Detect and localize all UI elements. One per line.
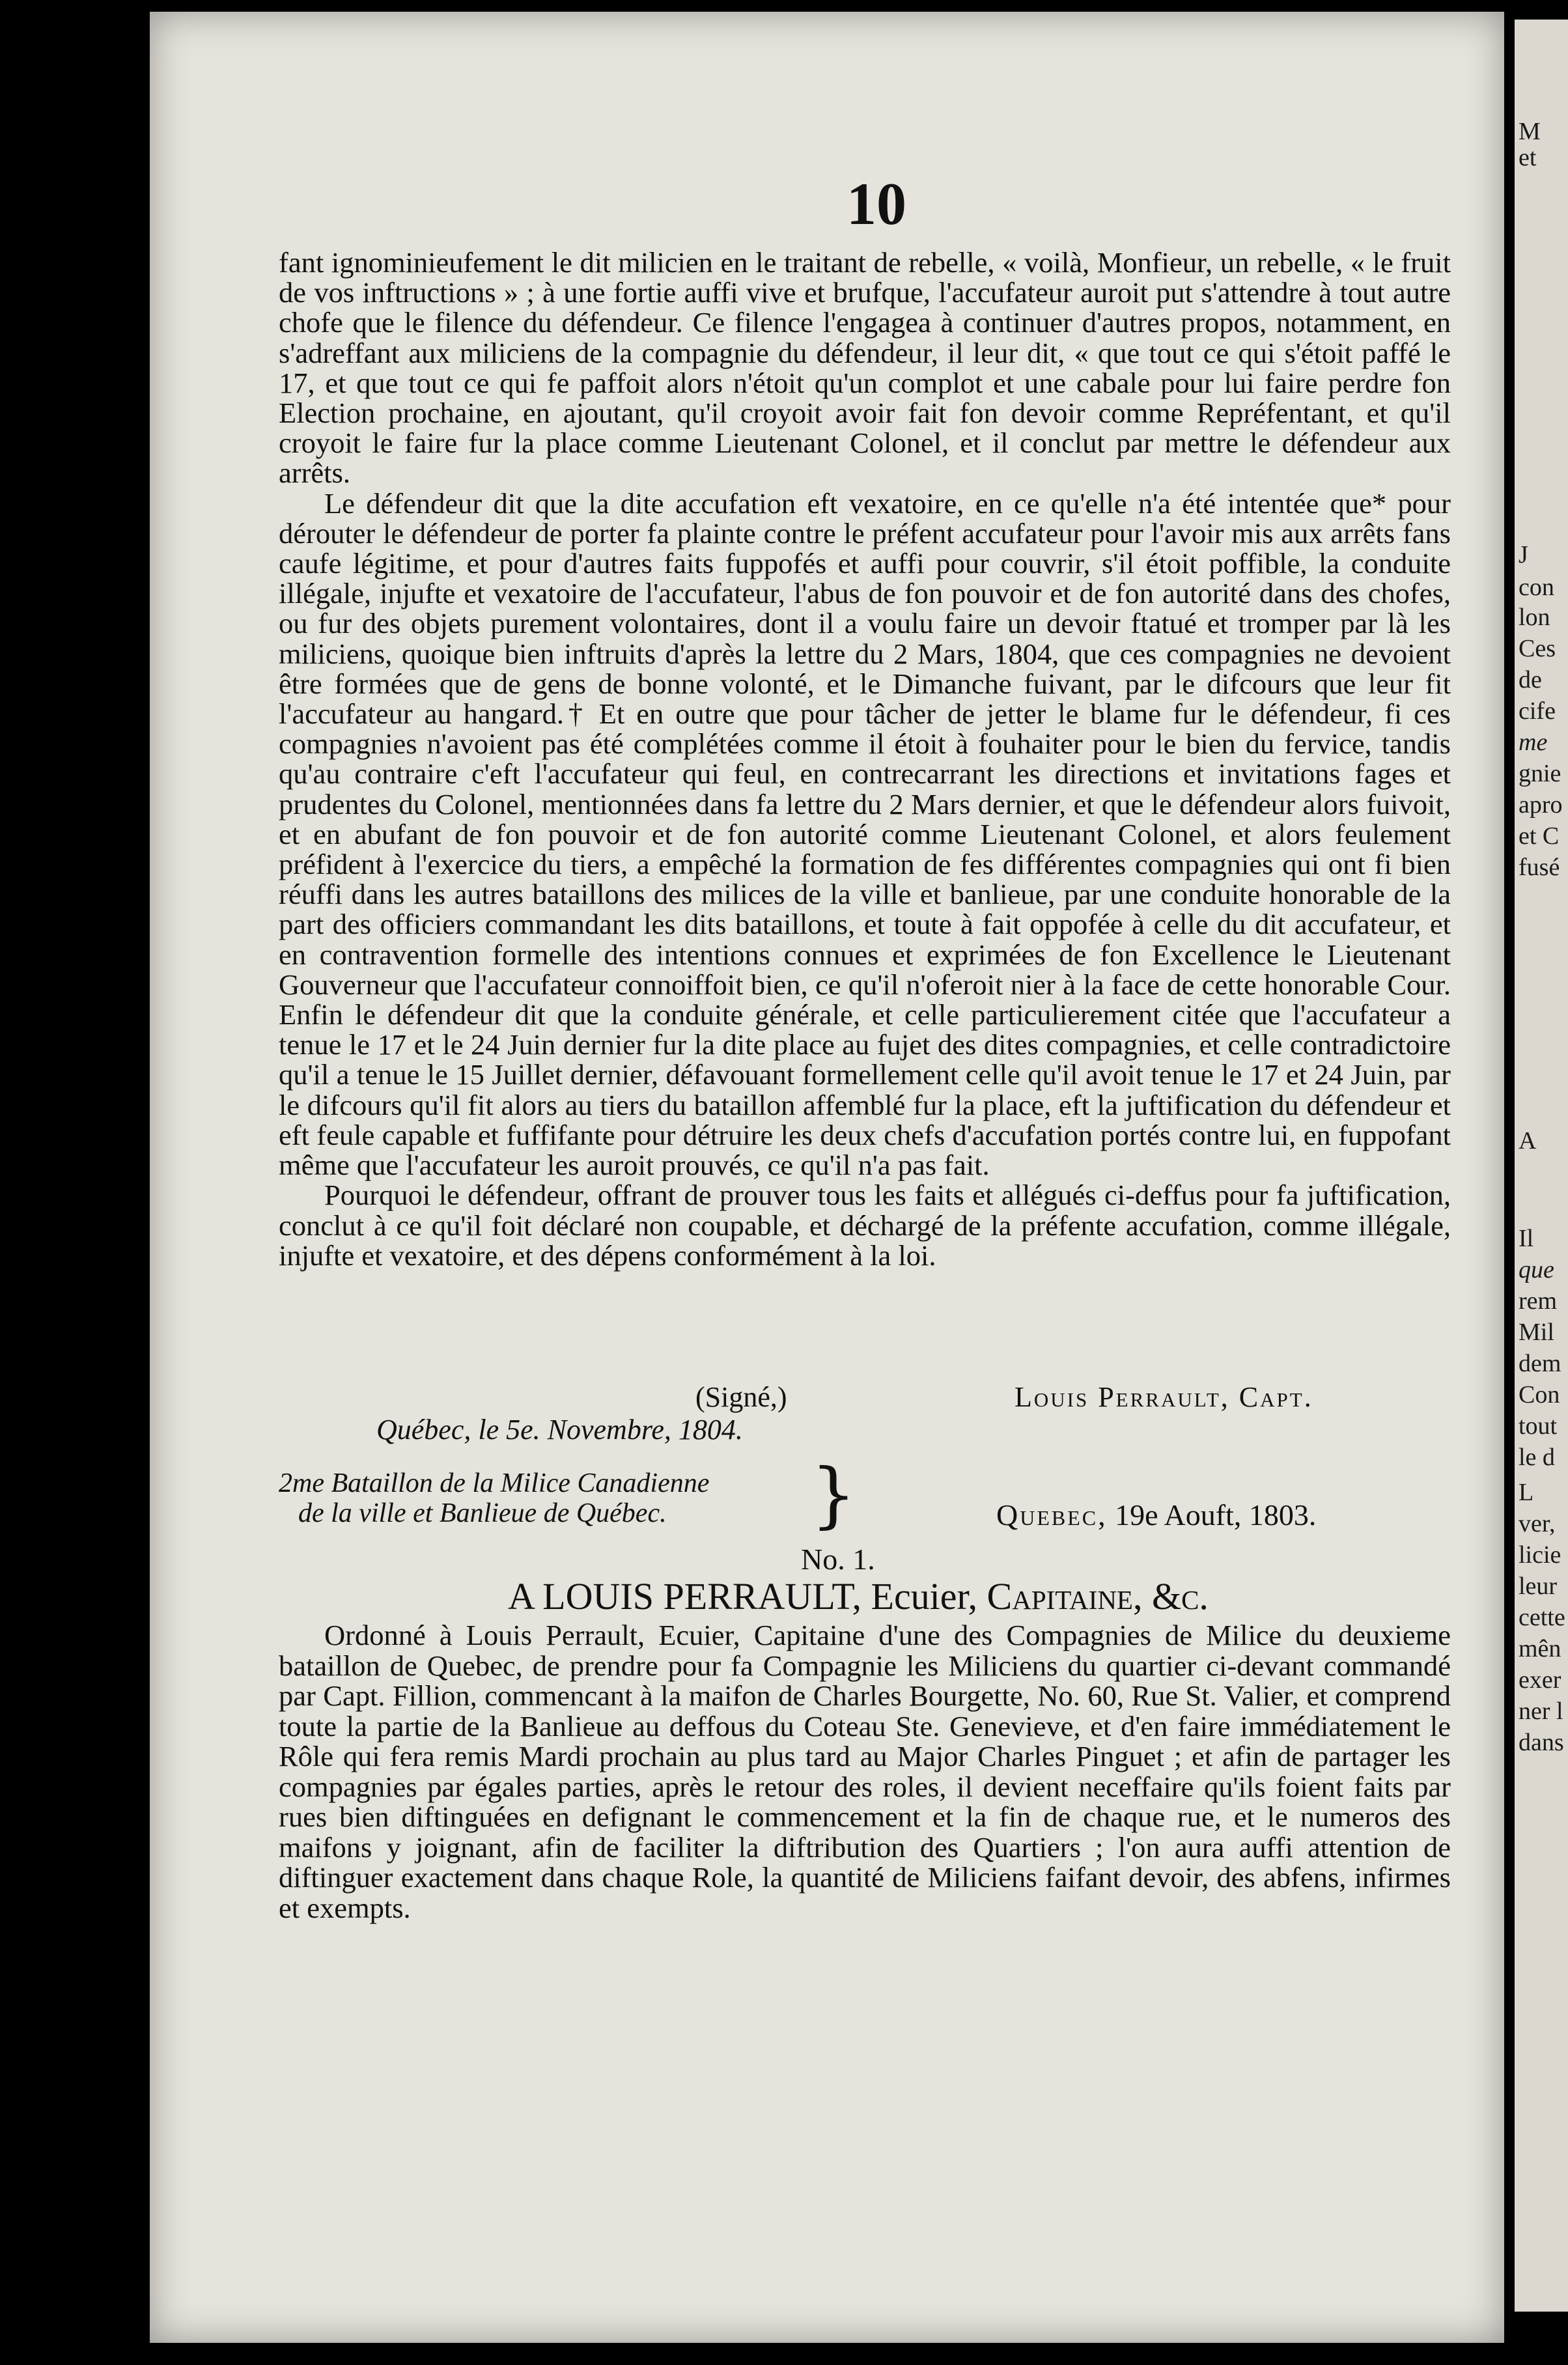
fragment: leur: [1519, 1573, 1558, 1600]
letter-heading: [508, 1574, 1209, 1618]
fragment: Mil: [1519, 1319, 1554, 1346]
fragment: rem: [1519, 1287, 1558, 1315]
fragment: dem: [1519, 1350, 1561, 1377]
fragment: licie: [1519, 1541, 1561, 1569]
signed-label: (Signé,): [695, 1381, 787, 1413]
letter-date: 19e Aouft, 1803.: [1115, 1498, 1317, 1532]
fragment: con: [1519, 574, 1554, 601]
fragment: J: [1519, 541, 1528, 568]
letter-place: Quebec,: [996, 1498, 1108, 1532]
paragraph-continuation: fant ignominieufement le dit milicien en le traitant de rebelle, « voilà, Monfieur, un rebelle, « le fruit de vos inftructions » ; à une fortie auffi vive et brufque, l'accufateur auroit put s'attendre à tout autre chofe que le filence du défendeur. Ce filence l'engagea à continuer d'autres propos, notamment, en s'adreffant aux miliciens de la compagnie du défendeur, il leur dit, « que tout ce qui s'étoit paffé le 17, et que tout ce qui fe paffoit alors n'étoit qu'un complot et une cabale pour lui faire perdre fon Election prochaine, en ajoutant, qu'il croyoit avoir fait fon devoir comme Repréfentant, et qu'il croyoit le faire fur la place comme Lieutenant Colonel, et il conclut par mettre le défendeur aux arrêts.: [279, 246, 1451, 490]
fragment: mên: [1519, 1635, 1561, 1662]
fragment: ver,: [1519, 1510, 1556, 1537]
fragment: A: [1519, 1127, 1537, 1155]
adjacent-page-edge: [1515, 20, 1568, 2312]
fragment: le d: [1519, 1444, 1555, 1471]
fragment: Il: [1519, 1225, 1534, 1252]
letter-dateline: [996, 1498, 1316, 1532]
signatory-name: Louis Perrault, Capt.: [1015, 1381, 1313, 1413]
paragraph-accusation: Le défendeur dit que la dite accufation eft vexatoire, en ce qu'elle n'a été intentée que* pour dérouter le défendeur de porter fa plainte contre le préfent accufateur pour l'avoir mis aux arrêts fans caufe légitime, et pour d'autres faits fuppofés et auffi pour couvrir, s'il étoit poffible, la conduite illégale, injufte et vexatoire de l'accufateur, l'abus de fon pouvoir et de fon autorité dans des chofes, ou fur des objets purement volontaires, dont il a voulu faire un devoir ftatué et tromper par là les miliciens, quoique bien inftruits d'après la lettre du 2 Mars, 1804, que ces compagnies ne devoient être formées que de gens de bonne volonté, et le Dimanche fuivant, par le difcours que leur fit l'accufateur au hangard.† Et en outre que pour tâcher de jetter le blame fur le défendeur, fi ces compagnies n'avoient pas été complétées comme il étoit à fouhaiter pour le bien du fervice, tandis qu'au contraire c'eft l'accufateur qui feul, en contrecarrant les directions et invitations fages et prudentes du Colonel, mentionnées dans fa lettre du 2 Mars dernier, et que le défendeur alors fuivoit, et en abufant de fon pouvoir et de fon autorité comme Lieutenant Colonel, et alors feulement préfident à l'exercice du tiers, a empêché la formation de fes différentes compagnies qui ont fi bien réuffi dans les autres bataillons des milices de la ville et banlieue, par une conduite honorable de la part des officiers commandant les dits bataillons, et toute à fait oppofée à celle du dit accufateur, et en contravention formelle des intentions connues et exprimées de fon Excellence le Lieutenant Gouverneur que l'accufateur connoiffoit bien, ce qu'il n'oferoit nier à la face de cette honorable Cour. Enfin le défendeur dit que la conduite générale, et celle particulierement citée que l'accufateur a tenue le 17 et le 24 Juin dernier fur la dite place au fujet des dites compagnies, et celle contradictoire qu'il a tenue le 15 Juillet dernier, défavouant formellement celle qu'il avoit tenue le 17 et 24 Juin, par le difcours qu'il fit alors au tiers du bataillon affemblé fur la place, eft la juftification du défendeur et eft feule capable et fuffifante pour détruire les deux chefs d'accufation portés contre lui, en fuppofant même que l'accufateur les auroit prouvés, ce qu'il n'a pas fait.: [279, 486, 1451, 1182]
fragment: ner l: [1519, 1698, 1563, 1725]
fragment: et: [1519, 144, 1537, 171]
fragment: exer: [1519, 1666, 1561, 1694]
fragment: que: [1519, 1256, 1554, 1283]
fragment: cette: [1519, 1604, 1565, 1631]
letter-body: Ordonné à Louis Perrault, Ecuier, Capitaine d'une des Compagnies de Milice du deuxieme bataillon de Quebec, de prendre pour fa Compagnie les Miliciens du quartier ci-devant commandé par Capt. Fillion, commencant à la maifon de Charles Bourgette, No. 60, Rue St. Valier, et comprend toute la partie de la Banlieue au deffous du Coteau Ste. Genevieve, et d'en faire immédiatement le Rôle qui fera remis Mardi prochain au plus tard au Major Charles Pinguet ; et afin de partager les compagnies par égales parties, après le retour des roles, il devient neceffaire qu'ils foient faits par rues bien diftinguées en defignant le commencement et la fin de chaque rue, et le numeros des maifons y joignant, afin de faciliter la diftribution des Quartiers ; l'on aura auffi attention de diftinguer exactement dans chaque Role, la quantité de Miliciens faifant devoir, des abfens, infirmes et exempts.: [279, 1619, 1451, 1924]
fragment: de: [1519, 666, 1542, 693]
fragment: Ces: [1519, 635, 1556, 662]
letter-addressee: A LOUIS PERRAULT, Ecuier,: [508, 1575, 978, 1617]
brace-symbol: }: [811, 1453, 856, 1536]
fragment: dans: [1519, 1729, 1564, 1756]
defence-text: [279, 247, 1451, 1270]
fragment: gnie: [1519, 760, 1561, 787]
fragment: M: [1519, 118, 1541, 145]
signature-date: Québec, le 5e. Novembre, 1804.: [376, 1414, 743, 1446]
battalion-line: de la ville et Banlieue de Québec.: [298, 1498, 667, 1528]
battalion-header: [279, 1468, 709, 1528]
paragraph-conclusion: Pourquoi le défendeur, offrant de prouver tous les faits et allégués ci-deffus pour fa juftification, conclut à ce qu'il foit déclaré non coupable, et déchargé de la préfente accufation, comme illégale, injufte et vexatoire, et des dépens conformément à la loi.: [279, 1179, 1451, 1272]
fragment: apro: [1519, 791, 1563, 819]
page-number: 10: [847, 171, 906, 237]
battalion-line: 2me Bataillon de la Milice Canadienne: [279, 1468, 710, 1498]
fragment: cife: [1519, 697, 1556, 725]
fragment: Con: [1519, 1381, 1560, 1408]
fragment: lon: [1519, 604, 1550, 631]
fragment: et C: [1519, 822, 1560, 850]
fragment: fusé: [1519, 854, 1560, 881]
fragment: me: [1519, 729, 1548, 756]
fragment: L: [1519, 1479, 1534, 1506]
letter-addressee-title: Capitaine, &c.: [987, 1575, 1209, 1617]
fragment: tout: [1519, 1412, 1558, 1440]
letter-number: No. 1.: [801, 1543, 875, 1576]
